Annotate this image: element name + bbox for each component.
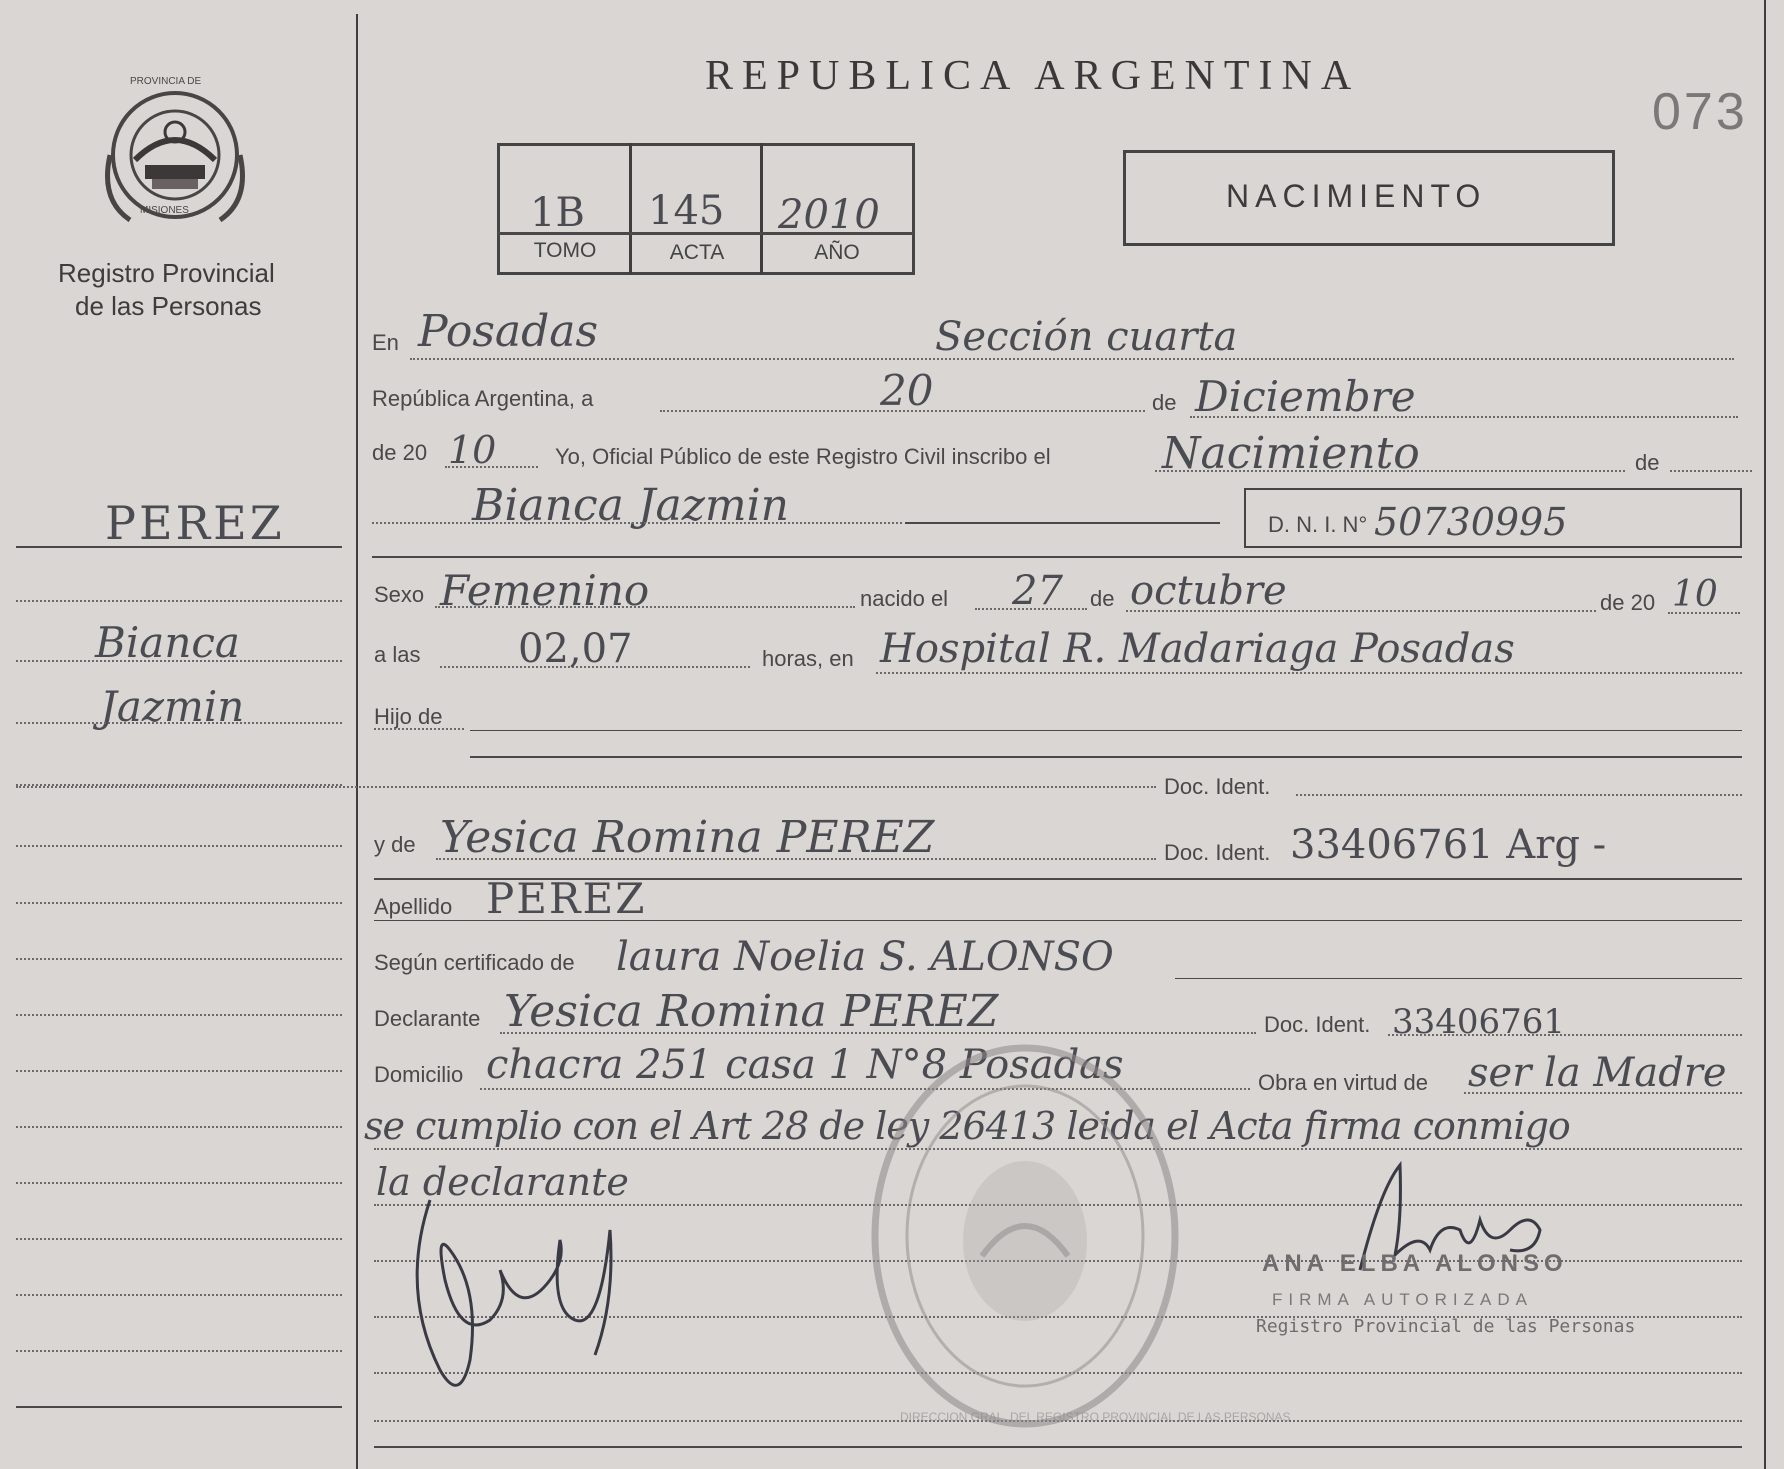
margin-line	[16, 1070, 342, 1072]
dni-value: 50730995	[1374, 500, 1568, 544]
mother-name: Yesica Romina PEREZ	[440, 812, 935, 863]
de-label-birth: de	[1090, 586, 1115, 611]
day-value: 20	[880, 366, 934, 415]
horas-label: horas, en	[762, 646, 854, 671]
birth-day: 27	[1012, 568, 1063, 614]
margin-line	[16, 1014, 342, 1016]
act-line	[1155, 470, 1625, 472]
tomo-label: TOMO	[533, 239, 597, 262]
nacido-label: nacido el	[860, 586, 949, 611]
obra-line	[1464, 1092, 1742, 1094]
margin-line	[16, 845, 342, 847]
stamp-ring-text: DIRECCION GRAL. DEL REGISTRO PROVINCIAL DE LAS PERSONAS	[900, 1410, 1291, 1424]
official-stamp-icon	[862, 1036, 1188, 1436]
registry-title-line2: de las Personas	[75, 291, 262, 321]
doc-ident-label-3: Doc. Ident.	[1264, 1012, 1371, 1037]
note-line-2: la declarante	[376, 1160, 629, 1204]
margin-line	[16, 722, 342, 724]
birth-year-line	[1668, 612, 1740, 614]
act-type: NACIMIENTO	[1226, 178, 1487, 214]
right-edge-line	[1764, 0, 1766, 1469]
sexo-label: Sexo	[374, 582, 425, 607]
hijo-label: Hijo de	[374, 704, 443, 729]
margin-line	[16, 1406, 342, 1408]
de-label-act: de	[1635, 450, 1660, 475]
year-prefix: de 20	[372, 440, 428, 465]
en-value: Posadas	[418, 306, 599, 357]
apellido-rule	[374, 920, 1742, 921]
margin-line	[16, 600, 342, 602]
left-margin-divider	[356, 14, 358, 1469]
month-value: Diciembre	[1195, 372, 1416, 421]
place-value: Hospital R. Madariaga Posadas	[880, 626, 1515, 672]
hijo-line	[374, 728, 464, 730]
margin-line	[16, 1126, 342, 1128]
note-line-1: se cumplio con el Art 28 de ley 26413 leida el Acta firma conmigo	[364, 1104, 1570, 1148]
declarante-doc-line	[1388, 1034, 1742, 1036]
dni-label: D. N. I. N°	[1268, 512, 1368, 537]
act-value: Nacimiento	[1162, 428, 1420, 479]
margin-line	[16, 1294, 342, 1296]
place-line	[876, 672, 1742, 674]
acta-value: 145	[648, 188, 725, 234]
en-label: En	[372, 330, 399, 355]
birth-month-line	[1126, 610, 1596, 612]
domicilio-label: Domicilio	[374, 1062, 464, 1087]
obra-value: ser la Madre	[1468, 1050, 1727, 1096]
margin-line	[16, 1238, 342, 1240]
en-line	[410, 358, 1734, 360]
declarante-doc: 33406761	[1392, 1002, 1566, 1042]
margin-name2: Jazmin	[100, 682, 245, 731]
margin-surname: PEREZ	[105, 496, 285, 550]
yde-label: y de	[374, 832, 416, 857]
hijo-line-solid	[470, 730, 1742, 731]
tomo-value: 1B	[530, 190, 585, 236]
official-registry: Registro Provincial de las Personas	[1256, 1316, 1636, 1337]
bottom-rule	[374, 1446, 1742, 1448]
birth-year-prefix: de 20	[1600, 590, 1656, 615]
margin-line	[16, 1182, 342, 1184]
country-title: REPUBLICA ARGENTINA	[705, 53, 1361, 99]
birth-year-suffix: 10	[1672, 574, 1718, 615]
hour-value: 02,07	[518, 626, 633, 672]
certificado-label: Según certificado de	[374, 950, 575, 975]
doc-ident-label-2: Doc. Ident.	[1164, 840, 1271, 865]
anio-value: 2010	[778, 192, 880, 238]
margin-line	[16, 660, 342, 662]
certificado-rule	[1175, 978, 1742, 979]
mother-doc: 33406761 Arg -	[1290, 822, 1607, 868]
emblem-text-bottom: MISIONES	[140, 205, 189, 216]
declarante-value: Yesica Romina PEREZ	[504, 986, 999, 1037]
section-rule	[372, 556, 1742, 558]
republica-label: República Argentina, a	[372, 386, 594, 411]
declarante-line	[500, 1032, 1256, 1034]
father-line	[16, 786, 1156, 788]
de-label-month: de	[1152, 390, 1177, 415]
sexo-line	[435, 606, 855, 608]
page-number: 073	[1652, 83, 1748, 141]
yo-text: Yo, Oficial Público de este Registro Civil inscribo el	[555, 444, 1051, 469]
year-suffix: 10	[448, 428, 497, 472]
domicilio-value: chacra 251 casa 1 N°8 Posadas	[486, 1042, 1124, 1088]
acta-label: ACTA	[669, 241, 725, 264]
declarante-label: Declarante	[374, 1006, 481, 1031]
sexo-value: Femenino	[440, 566, 650, 615]
margin-surname-line	[16, 546, 342, 548]
birth-month: octubre	[1130, 568, 1287, 614]
seccion-value: Sección cuarta	[935, 314, 1238, 360]
certificado-value: laura Noelia S. ALONSO	[616, 934, 1114, 980]
registry-title-line1: Registro Provincial	[58, 258, 275, 288]
child-name: Bianca Jazmin	[472, 480, 790, 531]
anio-label: AÑO	[814, 241, 860, 264]
mother-line	[436, 858, 1156, 860]
doc-ident-label-1: Doc. Ident.	[1164, 774, 1271, 799]
alas-label: a las	[374, 642, 421, 667]
margin-line	[16, 902, 342, 904]
margin-name1: Bianca	[95, 618, 240, 667]
declarant-signature-icon	[400, 1170, 630, 1410]
father-doc-line	[1296, 794, 1742, 796]
child-name-line	[372, 522, 902, 524]
margin-line	[16, 1350, 342, 1352]
apellido-label: Apellido	[374, 894, 453, 919]
emblem-text-top: PROVINCIA DE	[130, 76, 202, 87]
official-name: ANA ELBA ALONSO	[1262, 1250, 1568, 1277]
margin-line	[16, 958, 342, 960]
act-line-end	[1670, 470, 1752, 472]
month-line	[1190, 416, 1738, 418]
apellido-value: PEREZ	[486, 874, 647, 923]
hijo-line-solid-2	[470, 756, 1742, 758]
child-name-solid	[905, 522, 1220, 524]
official-role: FIRMA AUTORIZADA	[1272, 1290, 1533, 1309]
year-line	[445, 466, 538, 468]
obra-label: Obra en virtud de	[1258, 1070, 1428, 1095]
